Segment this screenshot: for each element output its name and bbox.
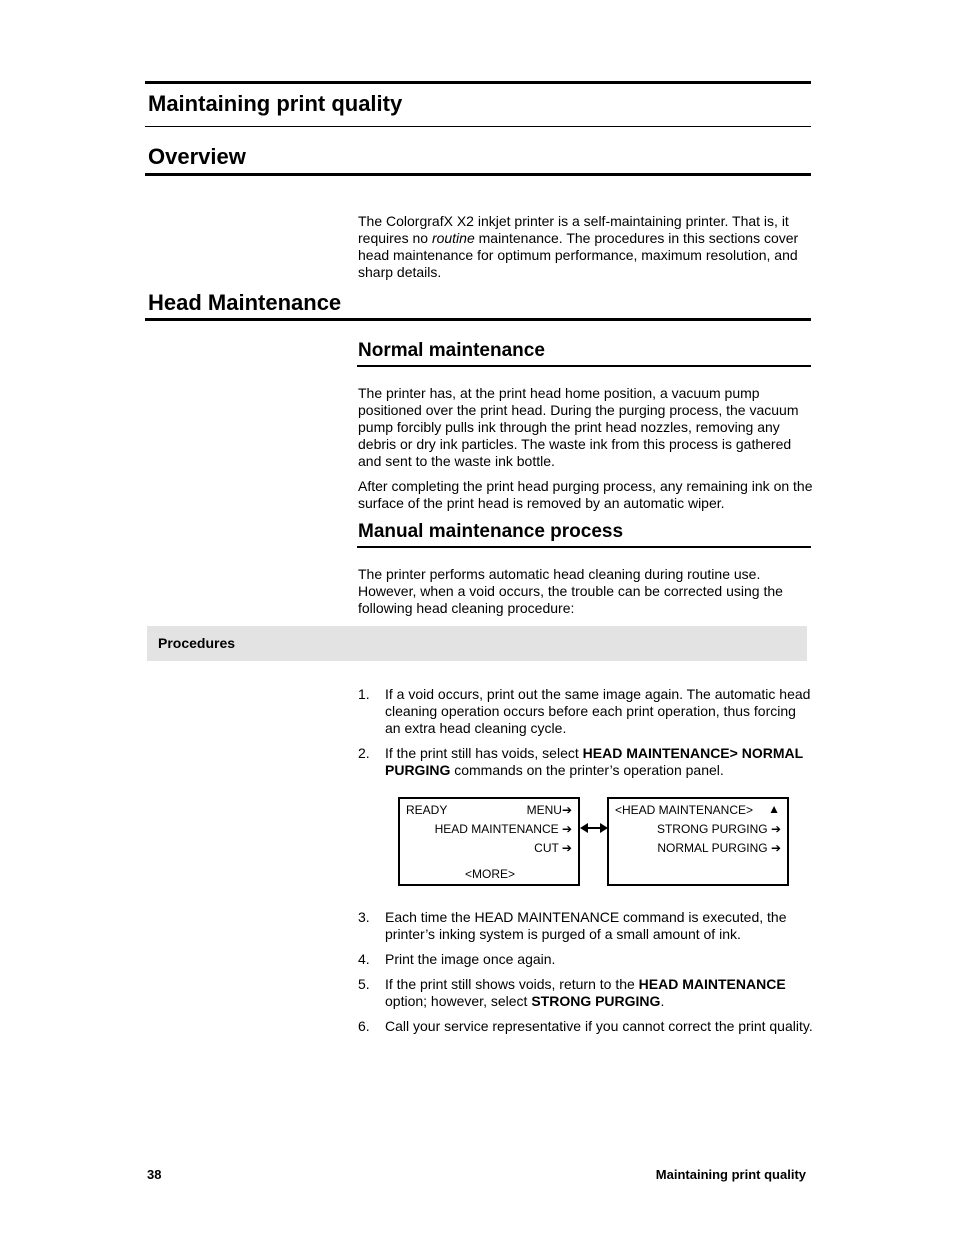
overview-paragraph: The ColorgrafX X2 inkjet printer is a self-maintaining printer. That is, it requires no routine maintenance. The procedures in this sections cover head maintenance for optimum performance, maximum resolution, and sharp details.	[358, 213, 799, 280]
normal-maintenance-rule	[357, 365, 811, 367]
up-arrow-icon: ▲	[768, 802, 780, 816]
normal-maintenance-paragraph-1: The printer has, at the print head home position, a vacuum pump positioned over the print head. During the purging process, the vacuum pump forcibly pulls ink through the print head nozzles, removing any debris or dry ink particles. The waste ink from this process is gathered and sent to the waste ink bottle.	[358, 385, 799, 469]
step-number: 5.	[358, 976, 370, 992]
step-item: 1. If a void occurs, print out the same image again. The automatic head cleaning operation occurs before each print operation, thus forcing an extra head cleaning cycle.	[358, 686, 811, 736]
step-item: 5. If the print still shows voids, return to the HEAD MAINTENANCE option; however, select STRONG PURGING.	[358, 976, 786, 1009]
step-number: 6.	[358, 1018, 370, 1034]
head-maintenance-rule	[145, 318, 811, 321]
panel-more-item: <MORE>	[465, 867, 516, 881]
panel-normal-purging-item: NORMAL PURGING ➔	[657, 841, 781, 855]
panel-head-maintenance-item: HEAD MAINTENANCE ➔	[434, 822, 572, 836]
normal-maintenance-paragraph-2: After completing the print head purging process, any remaining ink on the surface of the print head is removed by an automatic wiper.	[358, 478, 813, 511]
step-number: 1.	[358, 686, 370, 702]
head-maintenance-heading: Head Maintenance	[148, 290, 342, 315]
procedures-label: Procedures	[158, 635, 236, 651]
panel-strong-purging-item: STRONG PURGING ➔	[656, 822, 781, 836]
manual-maintenance-rule	[357, 546, 811, 548]
panel-ready-label: READY	[406, 803, 448, 817]
panel-cut-item: CUT ➔	[534, 841, 572, 855]
panel-main-menu	[398, 797, 580, 886]
manual-maintenance-heading: Manual maintenance process	[358, 521, 624, 542]
step-item: 4. Print the image once again.	[358, 951, 556, 967]
chapter-title: Maintaining print quality	[148, 91, 403, 116]
step-number: 3.	[358, 909, 370, 925]
step-item: 2. If the print still has voids, select HEAD MAINTENANCE> NORMAL PURGING commands on the printer’s operation panel.	[358, 745, 803, 778]
panel-head-maintenance-menu	[607, 797, 789, 886]
procedure-steps-a	[358, 686, 813, 787]
normal-maintenance-heading: Normal maintenance	[358, 340, 545, 361]
chapter-title-rule	[145, 126, 811, 127]
page-number: 38	[147, 1167, 162, 1182]
procedure-steps-b	[358, 909, 813, 1043]
overview-heading: Overview	[148, 144, 246, 169]
top-rule	[145, 81, 811, 84]
footer-section-title: Maintaining print quality	[655, 1167, 806, 1182]
emphasis-routine: routine	[431, 230, 475, 246]
manual-maintenance-paragraph: The printer performs automatic head cleaning during routine use. However, when a void occurs, the trouble can be corrected using the following head cleaning procedure:	[358, 566, 783, 616]
step-number: 2.	[358, 745, 370, 761]
double-arrow-icon	[580, 820, 608, 836]
overview-rule	[145, 173, 811, 176]
procedures-band	[147, 626, 807, 661]
panel-menu-label: MENU➔	[526, 803, 572, 817]
step-item: 6. Call your service representative if you cannot correct the print quality.	[358, 1018, 813, 1034]
panel-head-maintenance-title: <HEAD MAINTENANCE>	[615, 803, 754, 817]
step-number: 4.	[358, 951, 370, 967]
step-item: 3. Each time the HEAD MAINTENANCE command is executed, the printer’s inking system is purged of a small amount of ink.	[358, 909, 787, 942]
